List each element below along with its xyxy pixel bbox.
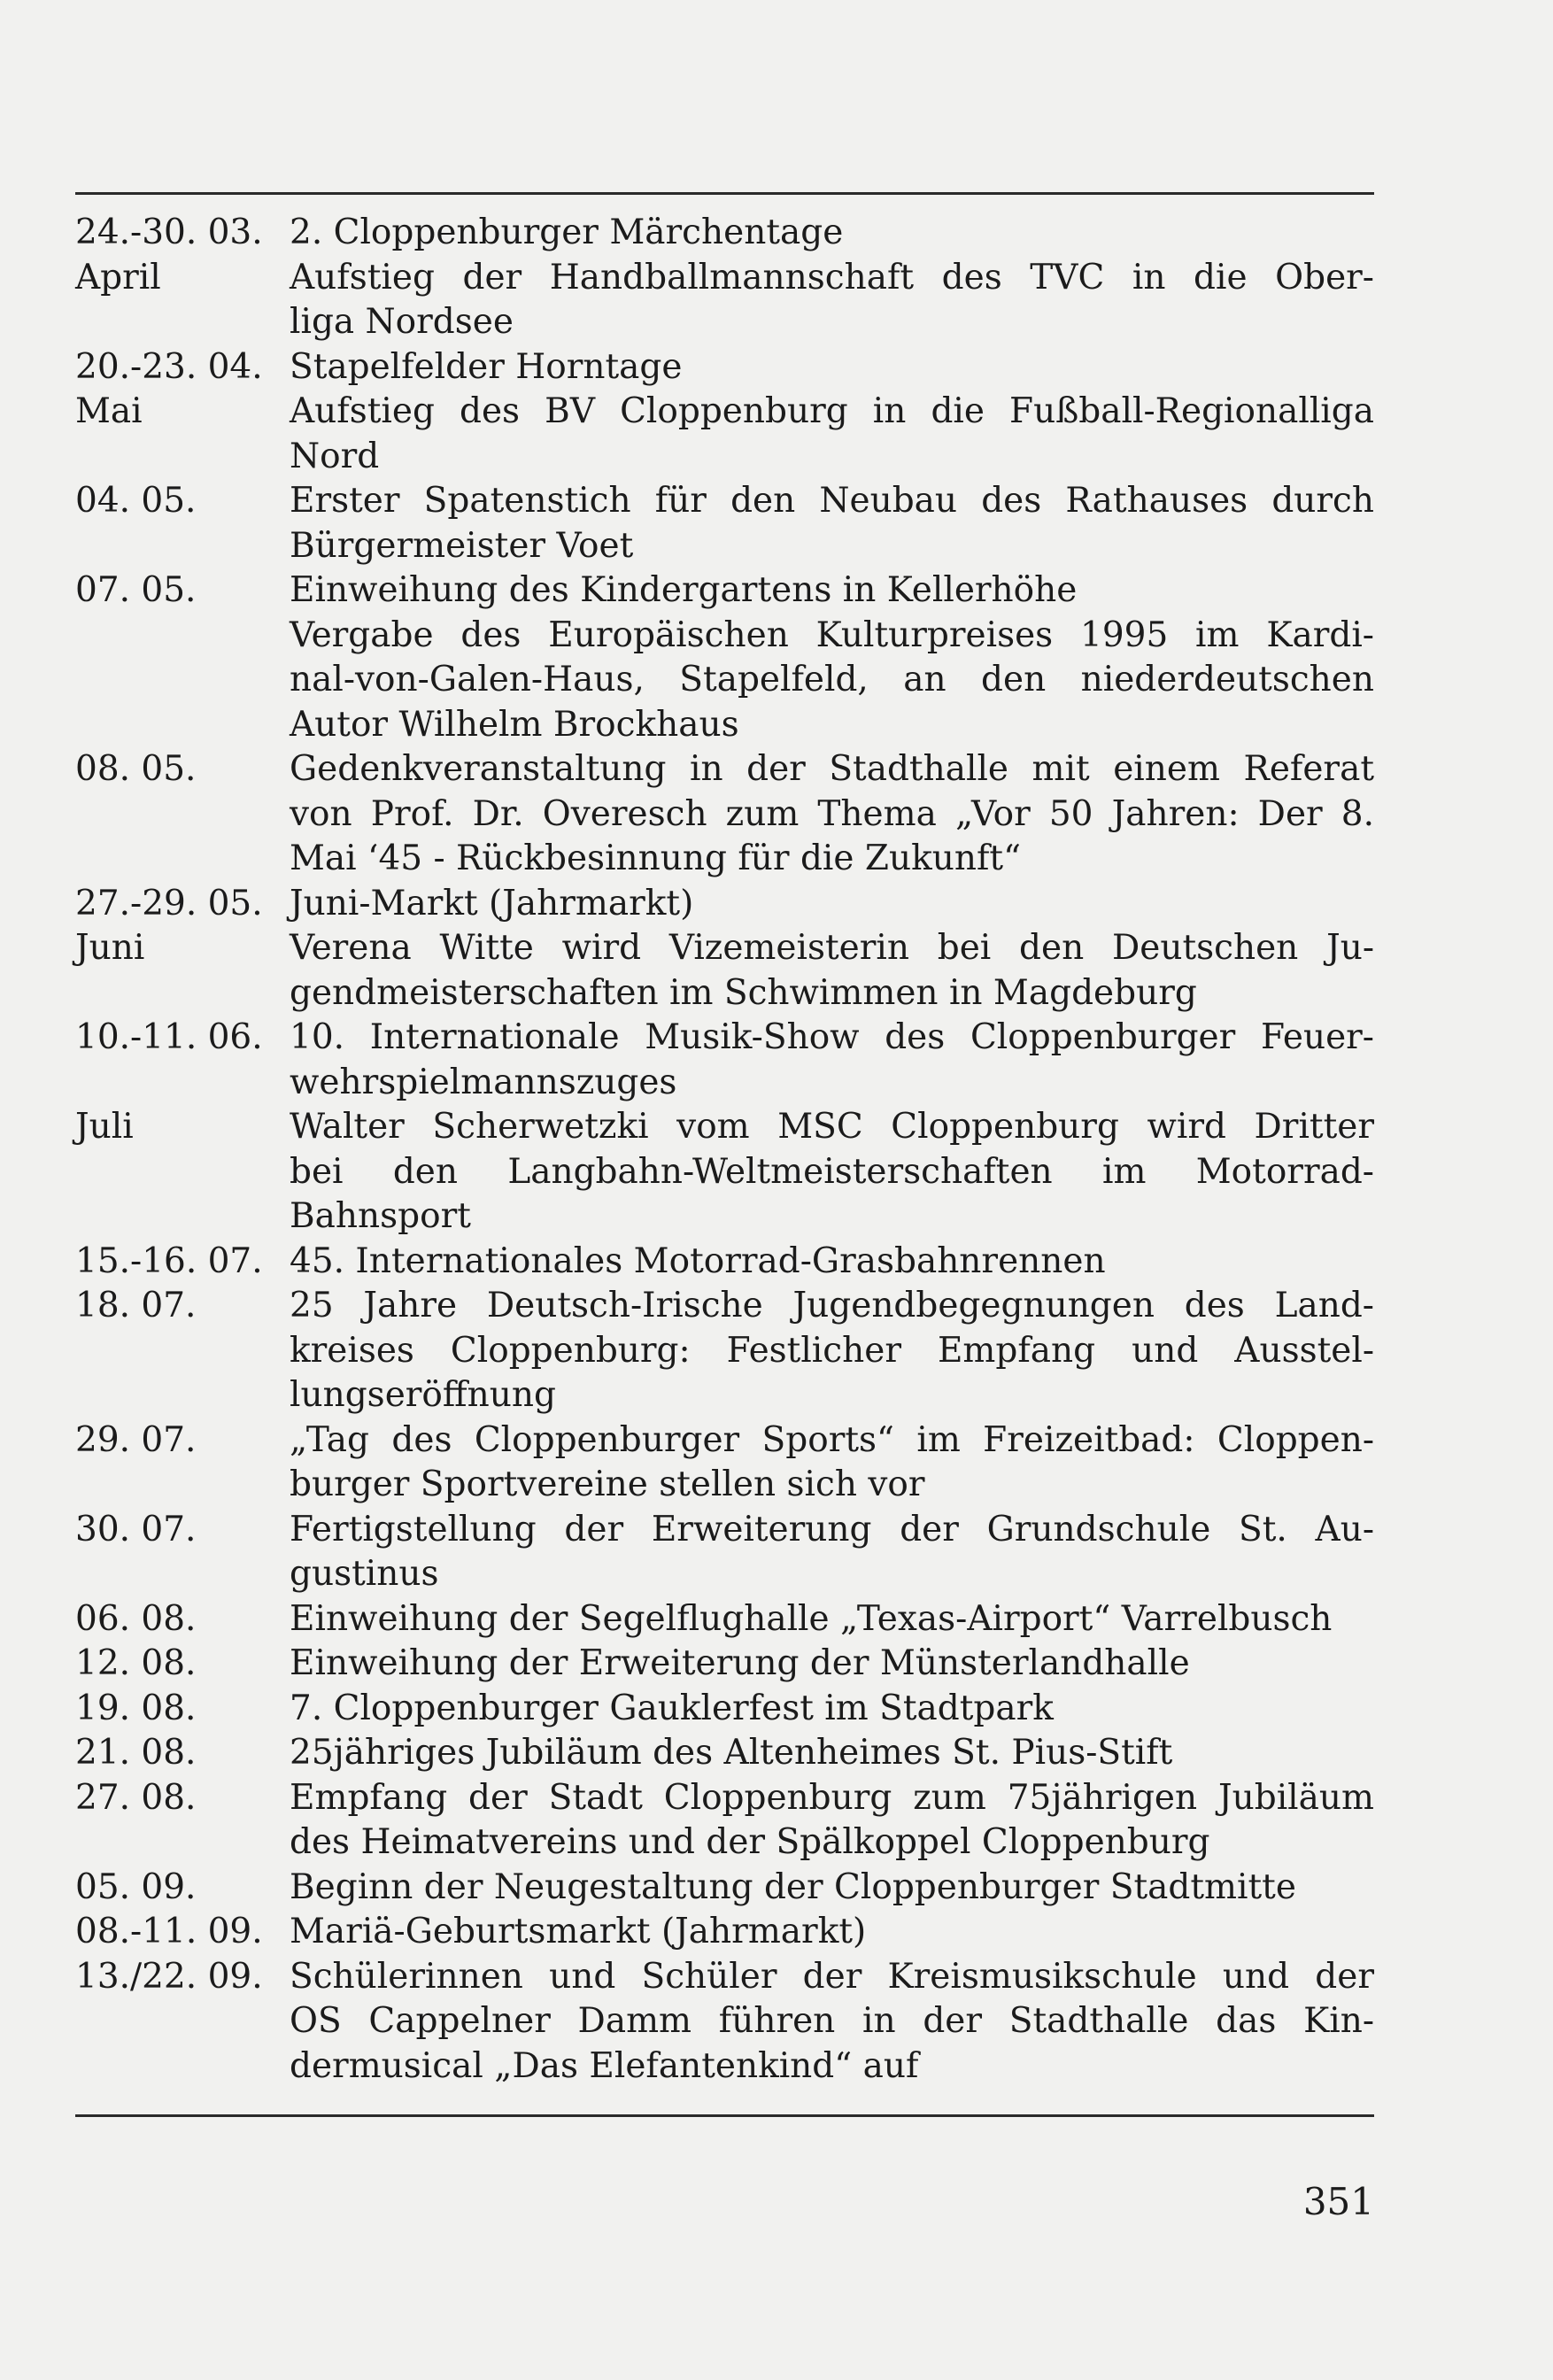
- entry-text-line: gendmeisterschaften im Schwimmen in Magdeburg: [290, 972, 1197, 1013]
- entry-text-line: kreises Cloppenburg: Festlicher Empfang und Ausstel-: [290, 1330, 1374, 1371]
- chronicle-entry: [75, 1508, 1374, 1597]
- entry-text-line: Stapelfelder Horntage: [290, 346, 683, 387]
- entry-text: [290, 211, 1374, 256]
- entry-text: [290, 1642, 1374, 1687]
- entry-text-line: Nord: [290, 436, 380, 476]
- entry-text-line: lungseröffnung: [290, 1375, 556, 1415]
- entry-date: 06. 08.: [75, 1598, 197, 1639]
- chronicle-entry: [75, 1284, 1374, 1418]
- entry-text-line: burger Sportvereine stellen sich vor: [290, 1464, 925, 1504]
- entry-text-line: 7. Cloppenburger Gauklerfest im Stadtpark: [290, 1688, 1054, 1728]
- chronicle-entry: [75, 256, 1374, 345]
- entry-date: 04. 05.: [75, 481, 197, 521]
- entry-text-line: Mariä-Geburtsmarkt (Jahrmarkt): [290, 1912, 867, 1951]
- entry-date: April: [75, 257, 161, 298]
- entry-date: 07. 05.: [75, 570, 197, 610]
- chronicle-entry: [75, 1776, 1374, 1866]
- chronicle-entry: [75, 1418, 1374, 1508]
- entry-text-line: 45. Internationales Motorrad-Grasbahnrennen: [290, 1240, 1106, 1281]
- entry-text-line: liga Nordsee: [290, 302, 514, 342]
- chronicle-entry: [75, 926, 1374, 1016]
- chronicle-entry: [75, 1866, 1374, 1911]
- chronicle-entry: [75, 1642, 1374, 1687]
- entry-text: [290, 1105, 1374, 1240]
- entry-text: [290, 1731, 1374, 1776]
- entry-text-line: „Tag des Cloppenburger Sports“ im Freizeitbad: Cloppen-: [290, 1419, 1375, 1460]
- entry-date: Juni: [75, 928, 145, 968]
- entry-text: [290, 256, 1374, 345]
- bottom-rule: [75, 2114, 1374, 2117]
- chronicle-entry: [75, 882, 1374, 927]
- chronicle-entry: [75, 1731, 1374, 1776]
- entry-text: [290, 1866, 1374, 1911]
- chronicle-entry: [75, 390, 1374, 479]
- entry-date: 08.-11. 09.: [75, 1912, 263, 1951]
- entry-date: 18. 07.: [75, 1286, 197, 1325]
- entry-text-line: des Heimatvereins und der Spälkoppel Cloppenburg: [290, 1822, 1210, 1862]
- entry-date: 12. 08.: [75, 1643, 197, 1683]
- entry-text-line: 25 Jahre Deutsch-Irische Jugendbegegnungen des Land-: [290, 1286, 1374, 1325]
- entry-date: Juli: [75, 1107, 134, 1147]
- entry-date: 10.-11. 06.: [75, 1017, 263, 1057]
- entry-text: [290, 1016, 1374, 1105]
- chronicle-entry: [75, 568, 1374, 747]
- entry-text-line: Juni-Markt (Jahrmarkt): [290, 883, 694, 923]
- entry-text-line: bei den Langbahn-Weltmeisterschaften im Motorrad-: [290, 1151, 1374, 1192]
- entry-text-line: 2. Cloppenburger Märchentage: [290, 212, 844, 252]
- entry-text-line: Gedenkveranstaltung in der Stadthalle mit einem Referat: [290, 749, 1374, 789]
- chronicle-entry: [75, 1240, 1374, 1285]
- entry-date: 15.-16. 07.: [75, 1240, 263, 1281]
- chronicle-entry: [75, 1597, 1374, 1642]
- entry-text-line: wehrspielmannszuges: [290, 1062, 677, 1102]
- entry-text-line: Aufstieg des BV Cloppenburg in die Fußball-Regionalliga: [290, 391, 1374, 431]
- entry-text-line: Mai ‘45 - Rückbesinnung für die Zukunft“: [290, 838, 1022, 878]
- entry-date: 30. 07.: [75, 1509, 197, 1549]
- chronicle-entry: [75, 1910, 1374, 1955]
- chronicle-entry: [75, 1955, 1374, 2090]
- chronicle-entry: [75, 1016, 1374, 1105]
- entry-text-line: Verena Witte wird Vizemeisterin bei den Deutschen Ju-: [290, 928, 1374, 968]
- entry-text: [290, 1776, 1374, 1866]
- entry-date: 08. 05.: [75, 749, 197, 789]
- entry-date: 13./22. 09.: [75, 1956, 263, 1997]
- entry-date: 20.-23. 04.: [75, 346, 263, 387]
- entry-text-line: Fertigstellung der Erweiterung der Grundschule St. Au-: [290, 1509, 1375, 1549]
- entry-date: 19. 08.: [75, 1688, 197, 1728]
- entry-text: [290, 390, 1374, 479]
- entry-text-line: Bahnsport: [290, 1196, 471, 1236]
- chronicle-entry: [75, 1687, 1374, 1732]
- entry-text-line: Einweihung der Segelflughalle „Texas-Airport“ Varrelbusch: [290, 1598, 1333, 1639]
- chronicle-entry: [75, 1105, 1374, 1240]
- entry-text: [290, 1508, 1374, 1597]
- entry-text-line: Einweihung der Erweiterung der Münsterlandhalle: [290, 1643, 1190, 1683]
- entry-text: [290, 345, 1374, 390]
- entry-text-line: Autor Wilhelm Brockhaus: [290, 704, 739, 745]
- chronicle-entry: [75, 345, 1374, 390]
- top-rule: [75, 192, 1374, 195]
- chronicle-entry: [75, 747, 1374, 882]
- entry-text-line: Erster Spatenstich für den Neubau des Rathauses durch: [290, 481, 1375, 521]
- entry-date: 24.-30. 03.: [75, 212, 263, 252]
- entry-date: 05. 09.: [75, 1866, 197, 1907]
- chronicle-list: [75, 211, 1374, 2089]
- entry-text-line: Walter Scherwetzki vom MSC Cloppenburg wird Dritter: [290, 1107, 1374, 1147]
- page-number: 351: [1302, 2180, 1374, 2223]
- entry-date: 29. 07.: [75, 1419, 197, 1460]
- entry-text-line: dermusical „Das Elefantenkind“ auf: [290, 2045, 919, 2086]
- entry-text: [290, 1687, 1374, 1732]
- entry-date: Mai: [75, 391, 143, 431]
- entry-text: [290, 1910, 1374, 1955]
- entry-text-line: Bürgermeister Voet: [290, 525, 634, 566]
- entry-text: [290, 747, 1374, 882]
- entry-text: [290, 1955, 1374, 2090]
- entry-text-line: Schülerinnen und Schüler der Kreismusikschule und der: [290, 1956, 1374, 1997]
- entry-date: 21. 08.: [75, 1733, 197, 1773]
- chronicle-entry: [75, 211, 1374, 256]
- entry-text-line: Einweihung des Kindergartens in Kellerhöhe: [290, 570, 1078, 610]
- entry-text-line: von Prof. Dr. Overesch zum Thema „Vor 50 Jahren: Der 8.: [290, 793, 1374, 834]
- entry-text: [290, 1240, 1374, 1285]
- entry-date: 27. 08.: [75, 1777, 197, 1818]
- entry-text-line: OS Cappelner Damm führen in der Stadthalle das Kin-: [290, 2001, 1375, 2041]
- entry-text: [290, 1597, 1374, 1642]
- entry-text-line: 10. Internationale Musik-Show des Cloppenburger Feuer-: [290, 1017, 1374, 1057]
- entry-text-line: Empfang der Stadt Cloppenburg zum 75jährigen Jubiläum: [290, 1777, 1374, 1818]
- entry-text-line: Aufstieg der Handballmannschaft des TVC in die Ober-: [290, 257, 1374, 298]
- entry-text-line: gustinus: [290, 1554, 439, 1594]
- entry-text: [290, 479, 1374, 568]
- entry-text-line: nal-von-Galen-Haus, Stapelfeld, an den niederdeutschen: [290, 660, 1374, 699]
- entry-text: [290, 1418, 1374, 1508]
- entry-text-line: Vergabe des Europäischen Kulturpreises 1995 im Kardi-: [290, 614, 1374, 655]
- entry-text: [290, 568, 1374, 747]
- entry-text-line: 25jähriges Jubiläum des Altenheimes St. Pius-Stift: [290, 1733, 1173, 1773]
- entry-text: [290, 926, 1374, 1016]
- entry-text-line: Beginn der Neugestaltung der Cloppenburger Stadtmitte: [290, 1866, 1296, 1907]
- entry-date: 27.-29. 05.: [75, 883, 263, 923]
- entry-text: [290, 882, 1374, 927]
- chronicle-entry: [75, 479, 1374, 568]
- entry-text: [290, 1284, 1374, 1418]
